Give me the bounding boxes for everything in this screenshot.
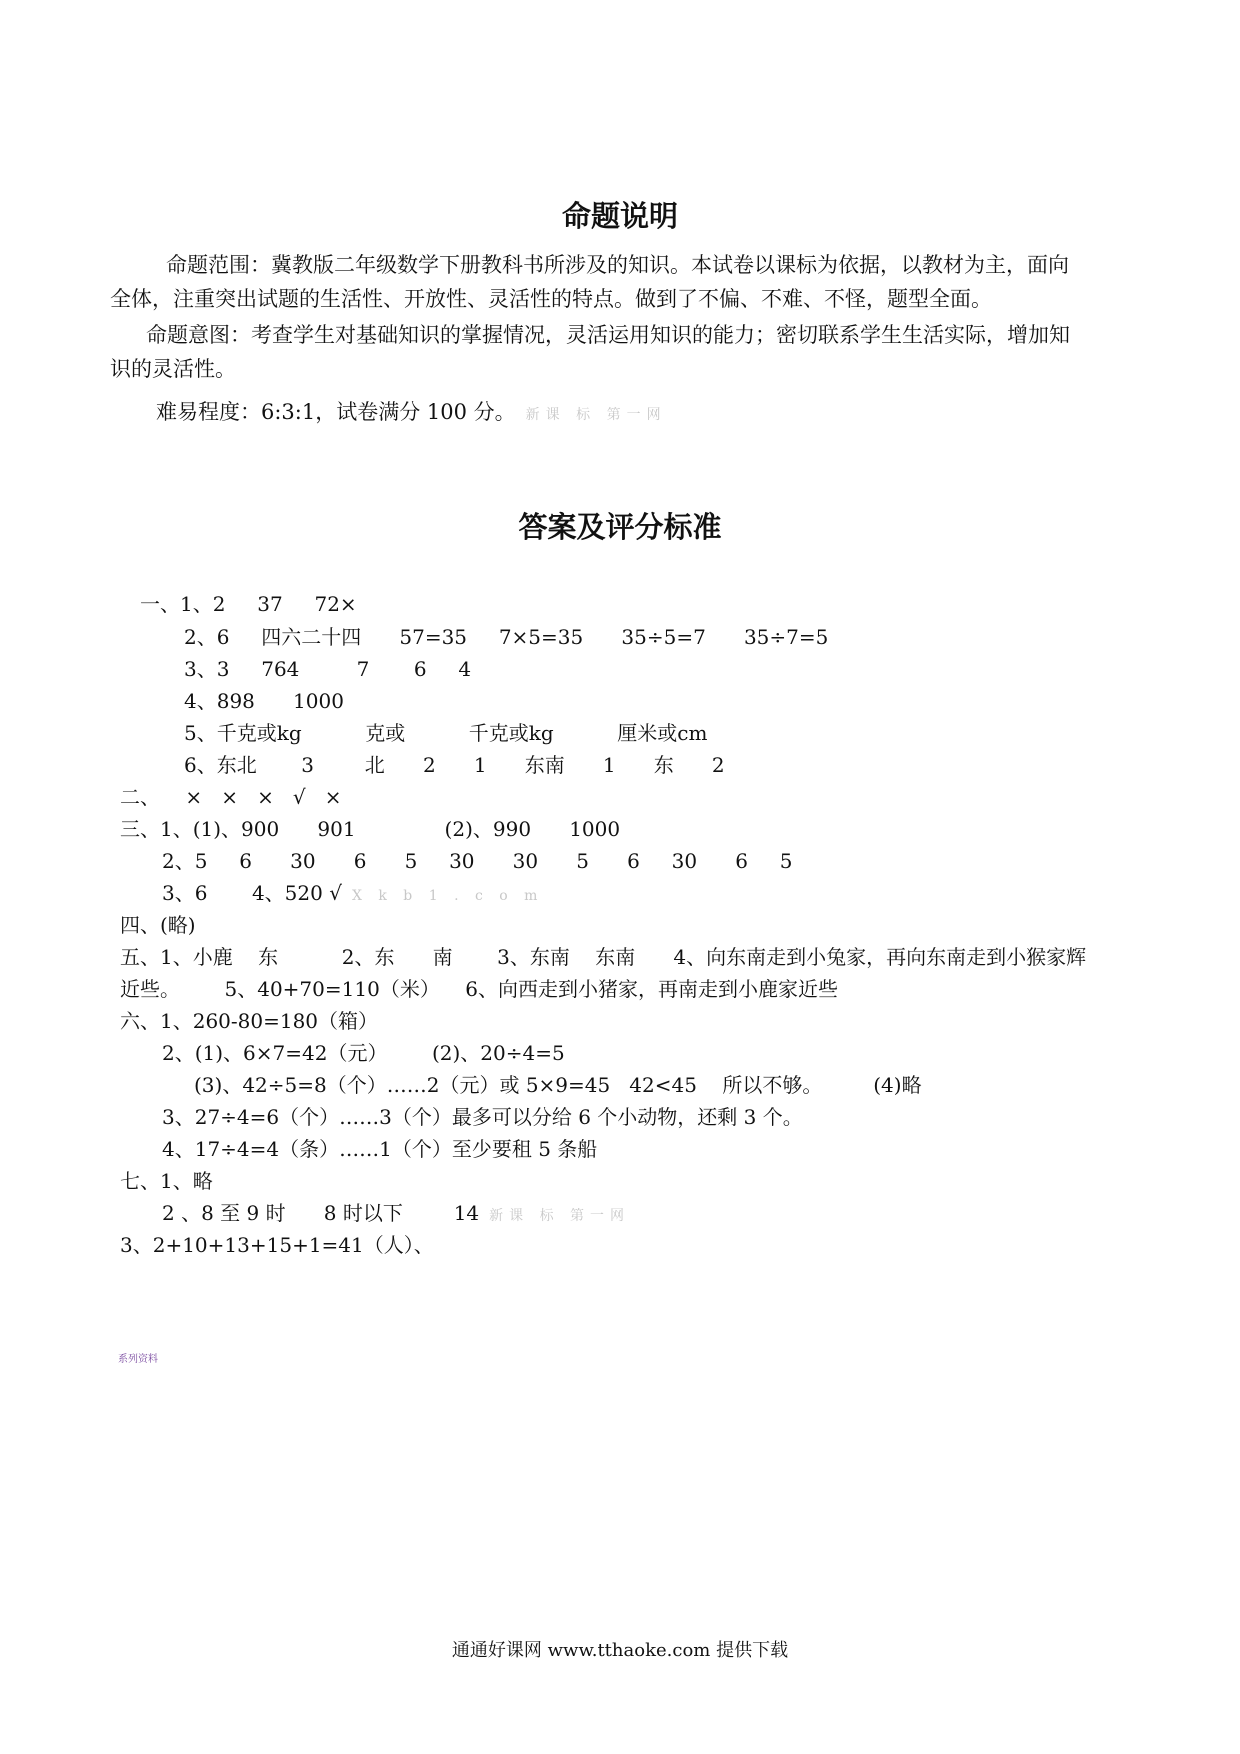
paragraph-intent-line1: 命题意图：考查学生对基础知识的掌握情况，灵活运用知识的能力；密切联系学生生活实际，增加知 [146, 323, 1070, 347]
footer-source: 通通好课网 www.tthaoke.com 提供下载 [451, 1640, 789, 1661]
answer-line: 三、1、(1)、900 901 (2)、990 1000 [120, 817, 621, 841]
series-label: 系列资料 [118, 1354, 158, 1365]
watermark-text: 新课 标 第一网 [525, 407, 667, 423]
answer-line: 四、(略) [120, 913, 196, 937]
answer-line: (3)、42÷5=8（个）……2（元）或 5×9=45 42<45 所以不够。 (4)略 [194, 1073, 922, 1097]
answer-line: 4、898 1000 [184, 689, 344, 713]
answer-line: 6、东北 3 北 2 1 东南 1 东 2 [184, 753, 725, 777]
answer-line: 五、1、小鹿 东 2、东 南 3、东南 东南 4、向东南走到小兔家，再向东南走到小猴家辉 [120, 945, 1087, 969]
answer-line: 3、27÷4=6（个）……3（个）最多可以分给 6 个小动物，还剩 3 个。 [162, 1105, 803, 1129]
paragraph-scope-line2: 全体，注重突出试题的生活性、开放性、灵活性的特点。做到了不偏、不难、不怪，题型全面。 [110, 287, 992, 311]
paragraph-intent-line2: 识的灵活性。 [110, 357, 236, 381]
paragraph-difficulty [156, 395, 667, 432]
watermark-text: X k b 1 . c o m [351, 888, 544, 904]
answer-line: 七、1、略 [120, 1169, 213, 1193]
answer-line [162, 1198, 630, 1231]
answer-line: 2、(1)、6×7=42（元） (2)、20÷4=5 [162, 1041, 565, 1065]
answer-text: 2 、8 至 9 时 8 时以下 14 [162, 1201, 480, 1225]
answer-line: 5、千克或kg 克或 千克或kg 厘米或cm [184, 721, 708, 745]
answer-line: 4、17÷4=4（条）……1（个）至少要租 5 条船 [162, 1137, 598, 1161]
watermark-text: 新课 标 第一网 [489, 1208, 631, 1224]
answer-line: 3、3 764 7 6 4 [184, 657, 472, 681]
answer-line: 二、 × × × √ × [120, 785, 342, 809]
section-title-answers: 答案及评分标准 [518, 510, 722, 544]
answer-text: 3、6 4、520 √ [162, 881, 342, 905]
difficulty-text: 难易程度：6:3:1，试卷满分 100 分。 [156, 400, 516, 424]
answer-line: 2、6 四六二十四 57=35 7×5=35 35÷5=7 35÷7=5 [184, 625, 829, 649]
section-title-proposition: 命题说明 [561, 199, 678, 233]
answer-line: 3、2+10+13+15+1=41（人）、 [120, 1233, 434, 1257]
answer-line: 2、5 6 30 6 5 30 30 5 6 30 6 5 [162, 849, 793, 873]
answer-line [162, 878, 543, 911]
answer-line: 一、1、2 37 72× [140, 592, 357, 616]
paragraph-scope-line1: 命题范围：冀教版二年级数学下册教科书所涉及的知识。本试卷以课标为依据，以教材为主，面向 [166, 253, 1069, 277]
answer-line: 六、1、260-80=180（箱） [120, 1009, 379, 1033]
answer-line: 近些。 5、40+70=110（米） 6、向西走到小猪家，再南走到小鹿家近些 [120, 977, 838, 1001]
